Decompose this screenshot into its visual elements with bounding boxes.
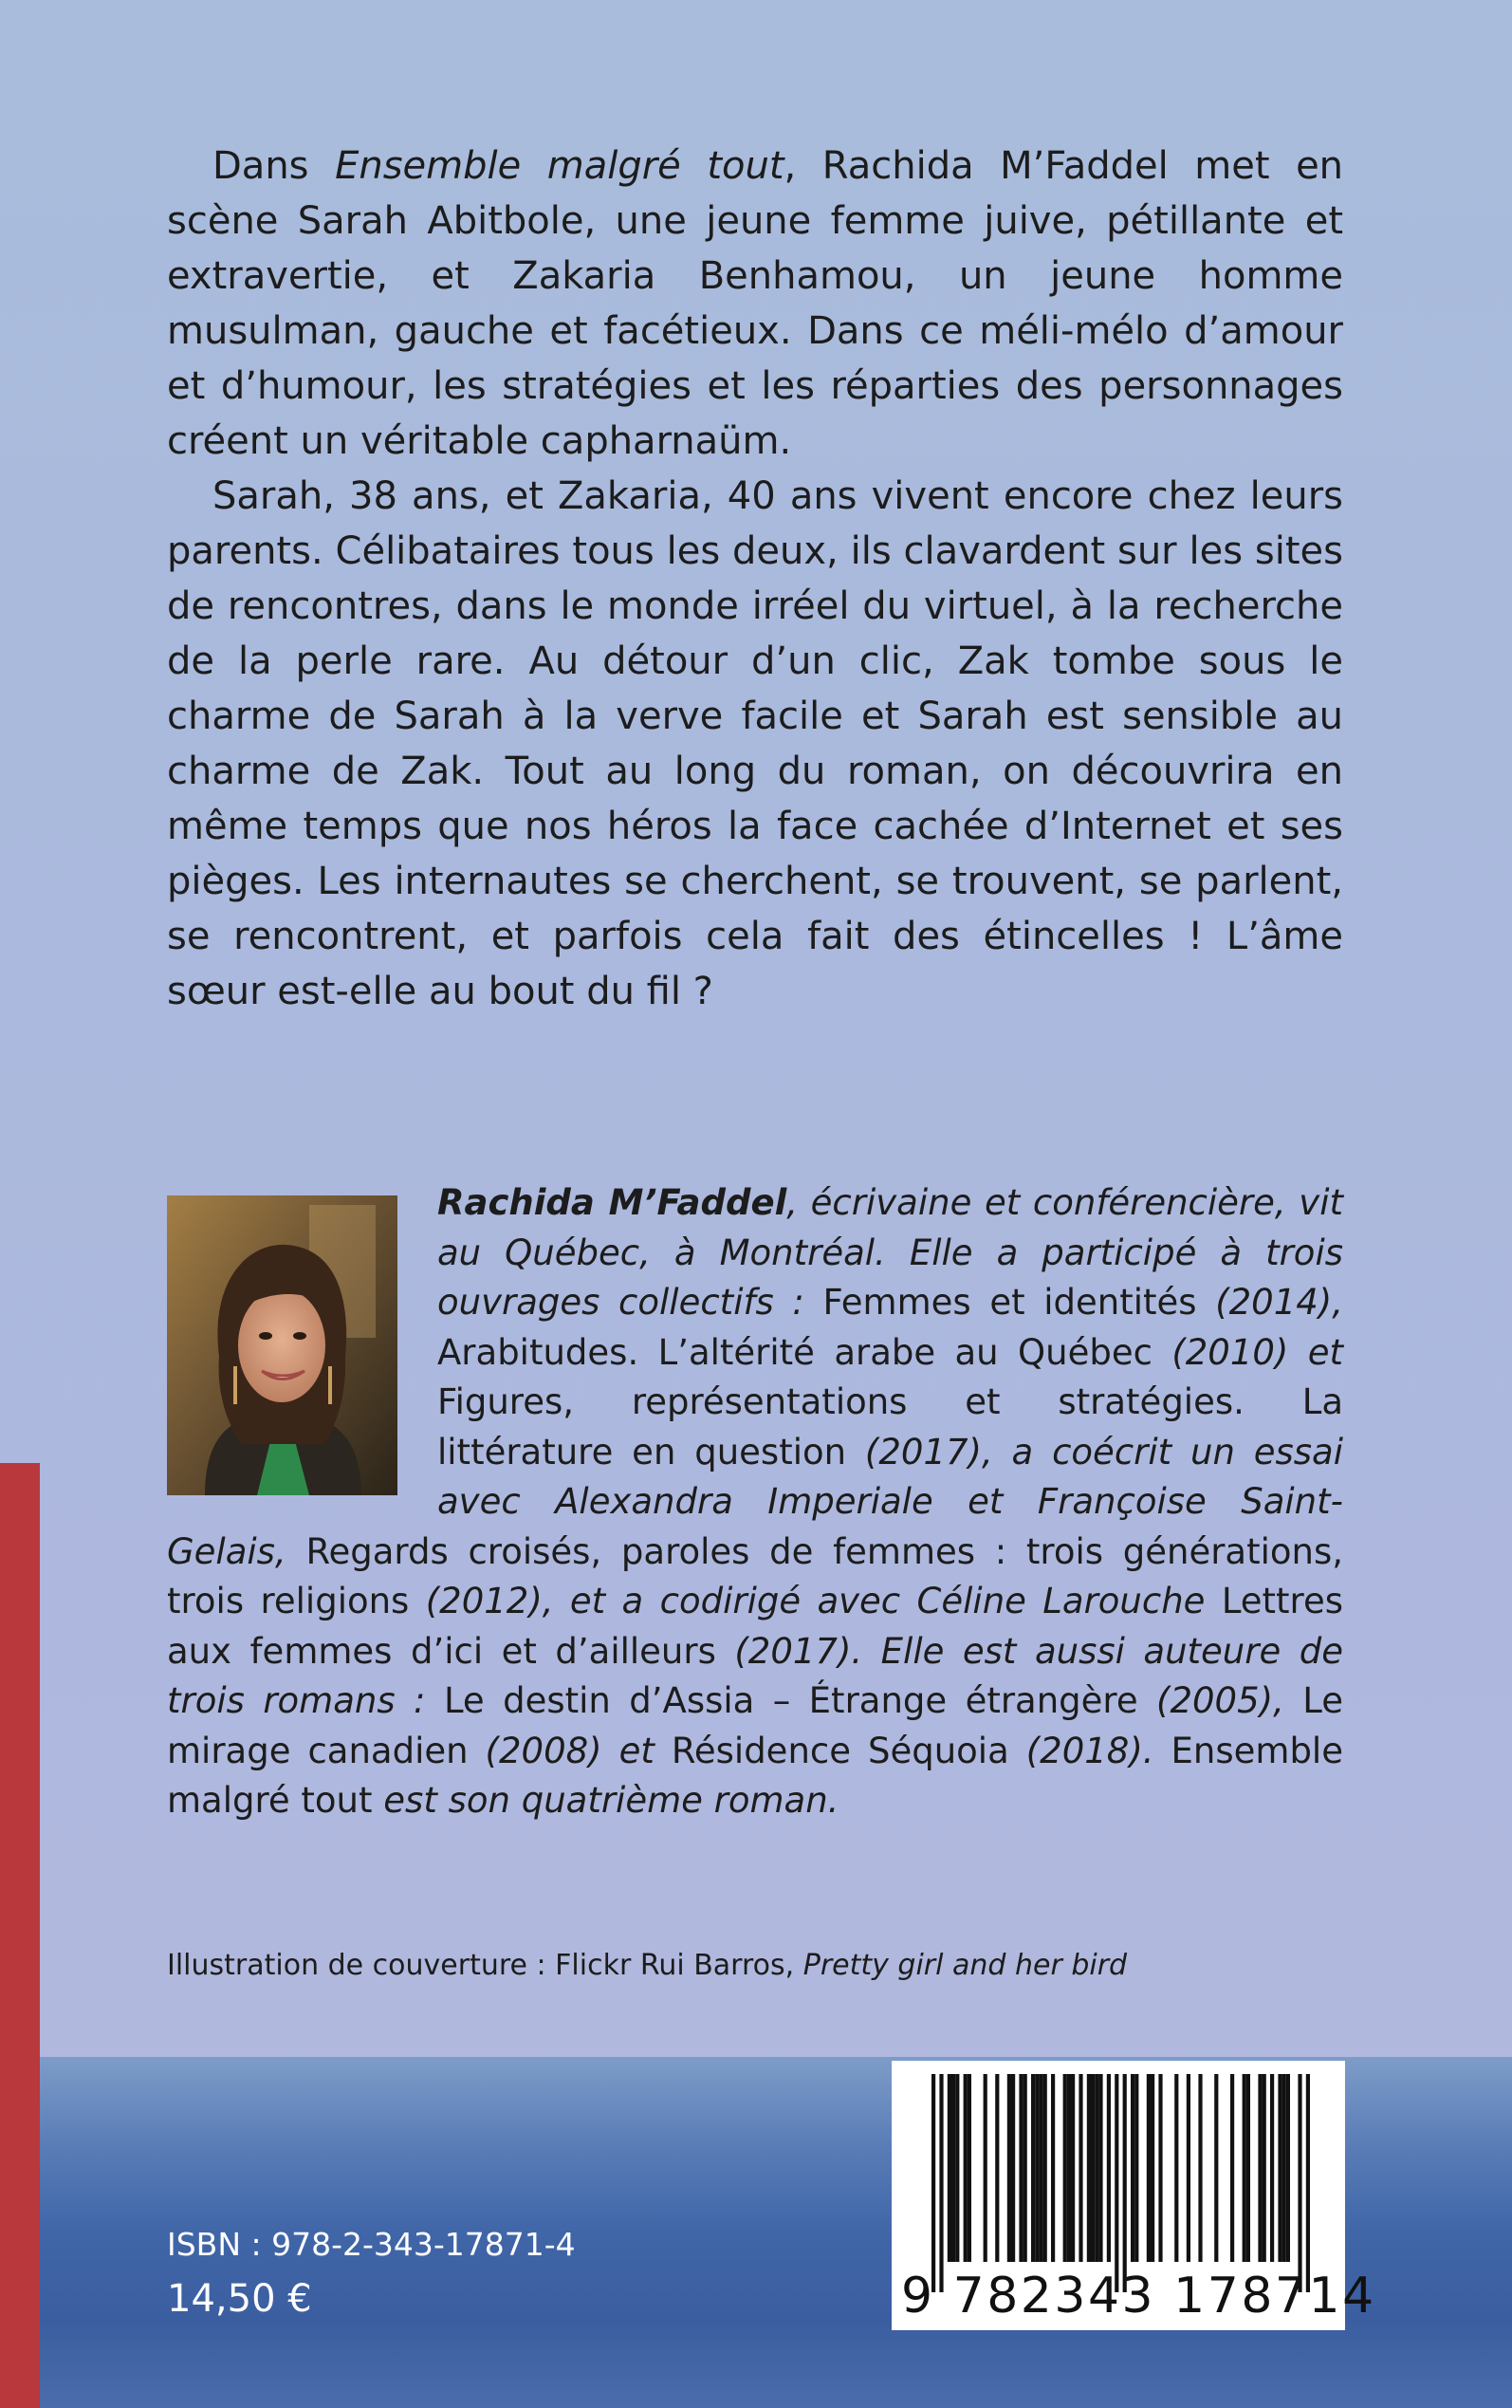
barcode-bar bbox=[964, 2074, 968, 2262]
barcode-bar bbox=[1107, 2074, 1111, 2262]
barcode-bar bbox=[1098, 2074, 1102, 2262]
barcode-bar bbox=[1019, 2074, 1023, 2262]
work-title: Femmes et identités bbox=[822, 1282, 1197, 1323]
author-bio: Rachida M’Faddel, écrivaine et conférencière, vit au Québec, à Montréal. Elle a participé à trois ouvrages collectifs : Femmes et identités (2014), Arabitudes. L’altérité arabe au Québec (2010) et Figures, représentations et stratégies. La littérature en question (2017), a coécrit un essai avec Alexandra Imperiale et Françoise Saint-Gelais, Regards croisés, paroles de femmes : trois générations, trois religions (2012), et a codirigé avec Céline Larouche Lettres aux femmes d’ici et d’ailleurs (2017). Elle est aussi auteure de trois romans : Le destin d’Assia – Étrange étrangère (2005), Le mirage canadien (2008) et Résidence Séquoia (2018). Ensemble malgré tout est son quatrième roman. bbox=[167, 1178, 1343, 1826]
work-title: Lettres aux femmes d’ici et d’ailleurs bbox=[167, 1581, 1343, 1672]
synopsis bbox=[167, 139, 1343, 1019]
cover-illustration-credit: Illustration de couverture : Flickr Rui Barros, Pretty girl and her bird bbox=[167, 1949, 1128, 1982]
barcode-bar bbox=[1278, 2074, 1282, 2262]
barcode-bar bbox=[1067, 2074, 1071, 2262]
barcode-bar bbox=[1187, 2074, 1190, 2262]
work-title: Résidence Séquoia bbox=[671, 1730, 1009, 1771]
isbn: ISBN : 978-2-343-17871-4 bbox=[167, 2226, 576, 2263]
barcode-bar bbox=[1071, 2074, 1075, 2262]
barcode-bar bbox=[1158, 2074, 1162, 2262]
barcode-bar bbox=[1151, 2074, 1154, 2262]
barcode-bar bbox=[1063, 2074, 1067, 2262]
synopsis-paragraph-2: Sarah, 38 ans, et Zakaria, 40 ans vivent encore chez leurs parents. Célibataires tous les deux, ils clavardent sur les sites de rencontres, dans le monde irréel du virtuel, à la recherche de la perle rare. Au détour d’un clic, Zak tombe sous le charme de Sarah à la verve facile et Sarah est sensible au charme de Zak. Tout au long du roman, on découvrira en même temps que nos héros la face cachée d’Internet et ses pièges. Les internautes se cherchent, se trouvent, se parlent, se rencontrent, et parfois cela fait des étincelles ! L’âme sœur est-elle au bout du fil ? bbox=[167, 474, 1343, 1013]
barcode-bar bbox=[1131, 2074, 1134, 2262]
barcode-bar bbox=[1091, 2074, 1095, 2262]
barcode-bar bbox=[1039, 2074, 1042, 2262]
barcode-bar bbox=[1147, 2074, 1151, 2262]
barcode-bar bbox=[948, 2074, 951, 2262]
barcode-bar bbox=[1031, 2074, 1035, 2262]
synopsis-paragraph-1: Dans Ensemble malgré tout, Rachida M’Faddel met en scène Sarah Abitbole, une jeune femme juive, pétillante et extravertie, et Zakaria Benhamou, un jeune homme musulman, gauche et facétieux. Dans ce méli-mélo d’amour et d’humour, les stratégies et les réparties des personnages créent un véritable capharnaüm. bbox=[167, 144, 1344, 463]
price: 14,50 € bbox=[167, 2277, 312, 2321]
barcode-bar bbox=[1286, 2074, 1290, 2262]
barcode-bar bbox=[1095, 2074, 1098, 2262]
work-title: Le destin d’Assia – Étrange étrangère bbox=[443, 1680, 1138, 1721]
barcode-bar bbox=[1007, 2074, 1011, 2262]
author-name: Rachida M’Faddel bbox=[437, 1182, 787, 1223]
barcode-bar bbox=[1023, 2074, 1027, 2262]
barcode-bar bbox=[1123, 2074, 1127, 2292]
illustration-title: Pretty girl and her bird bbox=[802, 1949, 1128, 1982]
barcode-digits: 9 782343 178714 bbox=[901, 2268, 1376, 2325]
barcode-bar bbox=[1230, 2074, 1234, 2262]
barcode-bar bbox=[951, 2074, 955, 2262]
barcode-bar bbox=[1134, 2074, 1138, 2262]
barcode-bar bbox=[1243, 2074, 1246, 2262]
barcode-bar bbox=[1198, 2074, 1202, 2262]
barcode-bar bbox=[984, 2074, 987, 2262]
barcode-bar bbox=[1298, 2074, 1301, 2292]
barcode-bar bbox=[955, 2074, 959, 2262]
barcode-bar bbox=[1035, 2074, 1039, 2262]
barcode-bar bbox=[1246, 2074, 1250, 2262]
work-title: Ensemble malgré tout bbox=[167, 1730, 1343, 1821]
photo-spacer bbox=[167, 1178, 437, 1526]
barcode-bar bbox=[1043, 2074, 1047, 2262]
work-title: Figures, représentations et stratégies. La littérature en question bbox=[437, 1381, 1343, 1473]
barcode-bar bbox=[931, 2074, 935, 2292]
barcode-bar bbox=[968, 2074, 971, 2262]
barcode-bar bbox=[1282, 2074, 1286, 2262]
barcode-bar bbox=[939, 2074, 943, 2292]
barcode-bar bbox=[1174, 2074, 1178, 2262]
barcode-bar bbox=[1051, 2074, 1055, 2262]
barcode-bar bbox=[1214, 2074, 1218, 2262]
red-spine-strip bbox=[0, 1463, 40, 2408]
barcode-bar bbox=[1087, 2074, 1091, 2262]
barcode-bar bbox=[1115, 2074, 1118, 2292]
work-title: Regards croisés, paroles de femmes : trois générations, trois religions bbox=[167, 1530, 1344, 1621]
barcode-bar bbox=[1079, 2074, 1082, 2262]
work-title: Arabitudes. L’altérité arabe au Québec bbox=[437, 1331, 1152, 1373]
barcode-bar bbox=[1258, 2074, 1262, 2262]
barcode bbox=[892, 2061, 1376, 2330]
barcode-bar bbox=[1011, 2074, 1015, 2262]
barcode-bar bbox=[1270, 2074, 1274, 2262]
barcode-bar bbox=[995, 2074, 999, 2262]
work-title: Le mirage canadien bbox=[167, 1680, 1343, 1771]
barcode-bar bbox=[1263, 2074, 1266, 2262]
barcode-bar bbox=[1306, 2074, 1310, 2292]
book-title: Ensemble malgré tout bbox=[335, 144, 784, 188]
